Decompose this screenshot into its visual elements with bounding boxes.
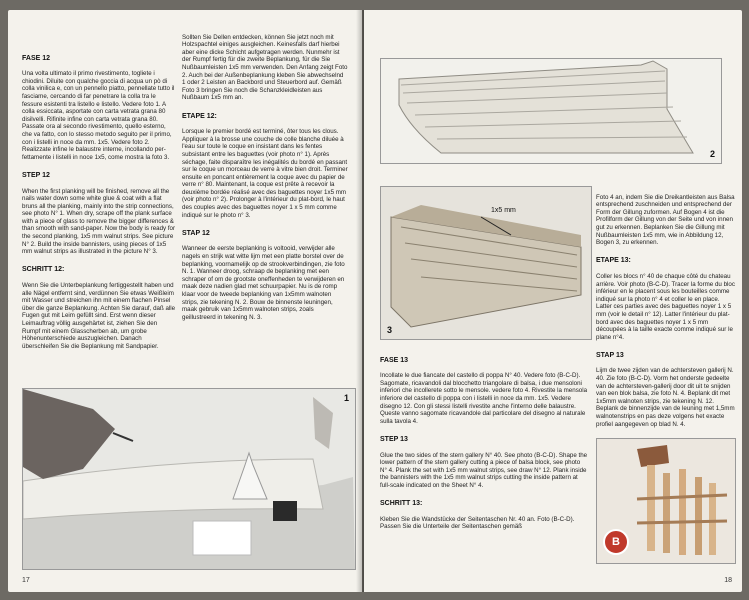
section-text: Foto 4 an, indem Sie die Dreikantleisten aus Balsa entsprechend zuschneiden und entsprechend der Form der Gillung zuformen. Auf Bogen 4 ist die Profilform der Gillung von der Seite und von innen gut zu erkennen. Beplanken Sie die Gillung mit Nußbaumleisten 1x5 mm, wie in Abbildung 12, Bogen 3, zu erkennen.	[596, 193, 735, 247]
photo-label: 2	[709, 149, 715, 159]
section-heading: SCHRITT 12:	[22, 266, 65, 274]
photo-3-illustration	[381, 187, 591, 339]
photo-3-bannisters	[380, 186, 592, 340]
section-heading: STAP 13	[596, 351, 624, 359]
section-heading: STAP 12	[182, 229, 210, 237]
section-text: Wenn Sie die Unterbeplankung fertiggestellt haben und alle Nägel entfernt sind, verdünnen Sie etwas Weißleim mit Wasser und streichen ihn mit einem flachen Pinsel über die ganze Beplankung. Achten Sie darauf, daß alle Fugen gut mit Leim gefüllt sind. Erst wenn dieser Leimauftrag völlig ausgehärtet ist, ziehen Sie den Rumpf mit einem Glasscherben ab, um grobe Höhenunterschiede auszugleichen. Danach überschleifen Sie die Beplankung mit Sandpapier.	[22, 282, 176, 350]
page-number: 18	[724, 577, 732, 584]
section-text: Lorsque le premier bordé est terminé, ôter tous les clous. Appliquer à la brosse une couche de colle blanche diluée à l'eau sur toute le coque en insistant dans les fentes subsistant entre les baguettes (voir photo n° 1). Après séchage, faite disparaître les inégalités du bordé en passant sur le coque un morceau de verre à vitre bien droit. Terminer ensuite en poncant entièrement la coque avec du papier de verre n° 80. Maintenant, la coque est prête à recevoir la deuxième bordée réalisé avec des baguettes noyer 1x5 mm (voir photo n° 2). Prolonger à l'intérieur du plat-bord, le haut des couples avec des baguettes noyer 1 x 5 mm comme indiqué sur le photo n° 3.	[182, 128, 348, 219]
section-text: Kleben Sie die Wandstücke der Seitentaschen Nr. 40 an. Foto (B-C-D). Passen Sie die Unterteile der Seitentaschen gemäß	[380, 515, 575, 531]
photo-1-illustration	[23, 389, 355, 569]
section-heading: STEP 12	[22, 171, 50, 179]
section-text: When the first planking will be finished, remove all the nails water down some white glue & coat with a flat bruns all the planking, mainly into the strip connections, see photo N° 1. When dry, scrape off the plank surface with a piece of glass to remove the bigger differences & than smooth with sand-paper. Now the body is ready for the second planking, 1x5 mm walnut strips. See picture N° 2. Build the inside bannisters, using pieces of 1x5 mm walnut strips as illustrated in the picture N° 3.	[22, 187, 176, 256]
section-text: Sollten Sie Dellen entdecken, können Sie jetzt noch mit Holzspachtel einiges ausgleichen. Keinesfalls darf hierbei aber eine dicke Schicht aufgetragen werden. Nunmehr ist der Rumpf fertig für die zweite Beplankung, für die Sie Nußbaumleisten 1x5 mm verwenden. Den Anfang zeigt Foto 2. Auch bei der Außenbeplankung kleben Sie abwechselnd 1 oder 2 Leisten an Backbord und Steuerbord auf. Gemäß Foto 3 bringen Sie noch die Schanzkleidleisten aus Nußbaum 1x5 mm an.	[182, 33, 348, 102]
left-column-1	[22, 44, 176, 358]
photo-b-stern-frames	[596, 438, 736, 564]
section-text: Una volta ultimato il primo rivestimento, togliete i chiodini. Diluite con qualche goccia di acqua un pò di colla vinilica e, con un pennello piatto, pennellate tutto il fasciame, cercando di far penetrare la colla tra le fessure esistenti tra listello e listello. Vedere foto 1. A colla essiccata, asportate con carta vetrata grana 80 disilvelli. Rifinite infine con carta vetrata grana 80. Passate ora al secondo rivestimento, quello esterno, che va fatto, con lo stesso metodo seguito per il primo, con i listelli in noce da mm. 1x5. Vedere foto 2. Realizzate infine le balaustre interne, incollando per-fettamente i listelli in noce 1x5, come mostra la foto 3.	[22, 70, 175, 161]
photo-b-badge	[603, 529, 629, 555]
photo-1-gluing-hull	[22, 388, 356, 570]
section-heading: ETAPE 12:	[182, 112, 217, 120]
section-text: Coller les blocs n° 40 de chaque côté du chateau arrière. Voir photo (B-C-D). Tracer la forme du bloc inférieur en le placent sous les bouteilles comme indiqué sur la photo n° 4 et coller le en place. Latter ces parties avec des baguettes noyer 1 x 5 mm (voir le detail n° 12). Latter l'intérieur du plat-bord avec des baguettes noyer 1 x 5 mm découpées à la taille exacte comme indiqué sur le plane n°4.	[596, 272, 735, 341]
section-text: Incollate le due fiancate del castello di poppa N° 40. Vedere foto (B-C-D). Sagomate, ricavandoli dal blocchetto triangolare di balsa, i due mensoloni inferiori che incollerete sotto le mensole. vedere foto 4. Rivestite la mensola inferiore del castello di poppa con i listelli in noce da mm. 1x5. Vedere disegno 12. Con gli stessi listelli rivestite anche l'interno delle balaustre. Queste vanno sagomate ricavandole dal particolare del disegno al naturale sulla tavola 4.	[380, 372, 588, 425]
right-column-b	[596, 186, 736, 436]
photo-label: B	[612, 536, 620, 548]
photo-2-hull-side	[380, 58, 722, 164]
section-heading: STEP 13	[380, 435, 408, 443]
left-column-2	[182, 26, 348, 329]
photo-annotation: 1x5 mm	[491, 207, 516, 214]
photo-label: 3	[387, 325, 393, 335]
right-column-a	[380, 346, 588, 538]
section-heading: SCHRITT 13:	[380, 500, 423, 508]
section-heading: FASE 13	[380, 356, 409, 364]
section-heading: ETAPE 13:	[596, 257, 631, 265]
section-text: Glue the two sides of the stern gallery N° 40. See photo (B-C-D). Shape the lower pattern of the stern gallery cutting a piece of balsa block, see photo N° 4. Plank the set with 1x5 mm walnut strips, see draw N° 12. Plank inside the bannisters with the 1x5 mm walnut strips cutting the inside pattern at full-scale indicated on the Sheet N° 4.	[380, 451, 588, 489]
left-page	[8, 10, 362, 592]
photo-label: 1	[343, 393, 349, 403]
section-text: Wanneer de eerste beplanking is voltooid, verwijder alle nagels en strijk wat witte lijm met een platte borstel over de beplanking, voornamelijk op de strookverbindingen, zie foto N. 1. Wanneer droog, schraap de beplanking met een schraper of om de grootste oneffenheden te verwijderen en maak deze nadien glad met schuurpapier. Nu is de romp klaar voor de tweede beplanking van 1x5mm walnoten strips, zie tekening N. 2. Bouw de binnenste leuningen, maak gebruik van 1x5mm walnoten strips, zoals geillustreerd in tekening N. 3.	[182, 245, 345, 321]
page-number: 17	[22, 577, 30, 584]
section-text: Lijm de twee zijden van de achtersteven gallerij N. 40. Zie foto (B-C-D). Vorm het onderste gedeelte van de achtersteven-gallerij door dit uit te snijden van een blok balsa, zie foto N. 4. Beplank dit met 1x5mm walnoten strips, zie tekening N. 12. Beplank de binnenzijde van de leuning met 1,5mm walnotenstrips en pas deze volgens het exacte profiel aangegeven op blad N. 4.	[596, 367, 735, 428]
right-page	[364, 10, 742, 592]
photo-2-illustration	[381, 59, 721, 163]
section-heading: FASE 12	[22, 54, 51, 62]
